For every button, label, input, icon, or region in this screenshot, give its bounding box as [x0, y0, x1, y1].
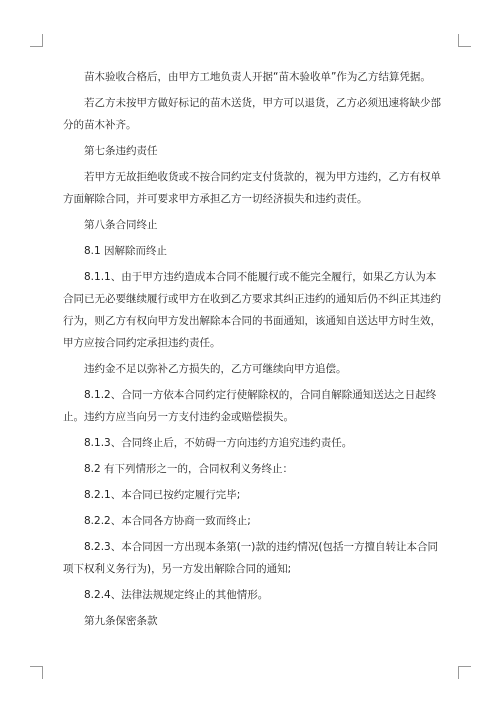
heading-8-1: 8.1 因解除而终止 — [84, 245, 168, 257]
paragraph-8-1-1: 8.1.1、由于甲方违约造成本合同不能履行或不能完全履行，如果乙方认为本合同已无必要继续履行或甲方在收到乙方要求其纠正违约的通知后仍不纠正其违约行为，则乙方有权向甲方发出解除本合同的书面通知，该通知自送达甲方时生效，甲方应按合同约定承担违约责任。 — [63, 271, 441, 349]
heading-article-8: 第八条合同终止 — [84, 219, 158, 231]
paragraph-return-goods: 若乙方未按甲方做好标记的苗木送货，甲方可以退货，乙方必须迅速将缺少部分的苗木补齐。 — [63, 97, 441, 131]
paragraph-damages: 违约金不足以弥补乙方损失的，乙方可继续向甲方追偿。 — [84, 363, 347, 375]
crop-mark-top-right — [458, 34, 471, 47]
heading-article-7: 第七条违约责任 — [84, 145, 158, 157]
paragraph-8-1-3: 8.1.3、合同终止后，不妨碍一方向违约方追究违约责任。 — [84, 437, 353, 449]
paragraph-8-1-2: 8.1.2、合同一方依本合同约定行使解除权的，合同自解除通知送达之日起终止。违约方应当向另一方支付违约金或赔偿损失。 — [63, 389, 437, 423]
document-body — [63, 66, 441, 636]
crop-mark-bottom-left — [30, 666, 43, 679]
heading-article-9: 第九条保密条款 — [84, 615, 158, 627]
paragraph-party-a-breach: 若甲方无故拒绝收货或不按合同约定支付货款的，视为甲方违约，乙方有权单方面解除合同，并可要求甲方承担乙方一切经济损失和违约责任。 — [63, 171, 441, 205]
paragraph-8-2-2: 8.2.2、本合同各方协商一致而终止; — [84, 515, 251, 527]
heading-8-2: 8.2 有下列情形之一的，合同权利义务终止： — [84, 463, 294, 475]
paragraph-8-2-3: 8.2.3、本合同因一方出现本条第(一)款的违约情况(包括一方擅自转让本合同项下权利义务行为)，另一方发出解除合同的通知; — [63, 541, 439, 575]
crop-mark-top-left — [30, 34, 43, 47]
paragraph-acceptance: 苗木验收合格后，由甲方工地负责人开据“苗木验收单”作为乙方结算凭据。 — [84, 71, 431, 83]
paragraph-8-2-4: 8.2.4、法律法规规定终止的其他情形。 — [84, 589, 269, 601]
paragraph-8-2-1: 8.2.1、本合同已按约定履行完毕; — [84, 489, 241, 501]
crop-mark-bottom-right — [458, 666, 471, 679]
